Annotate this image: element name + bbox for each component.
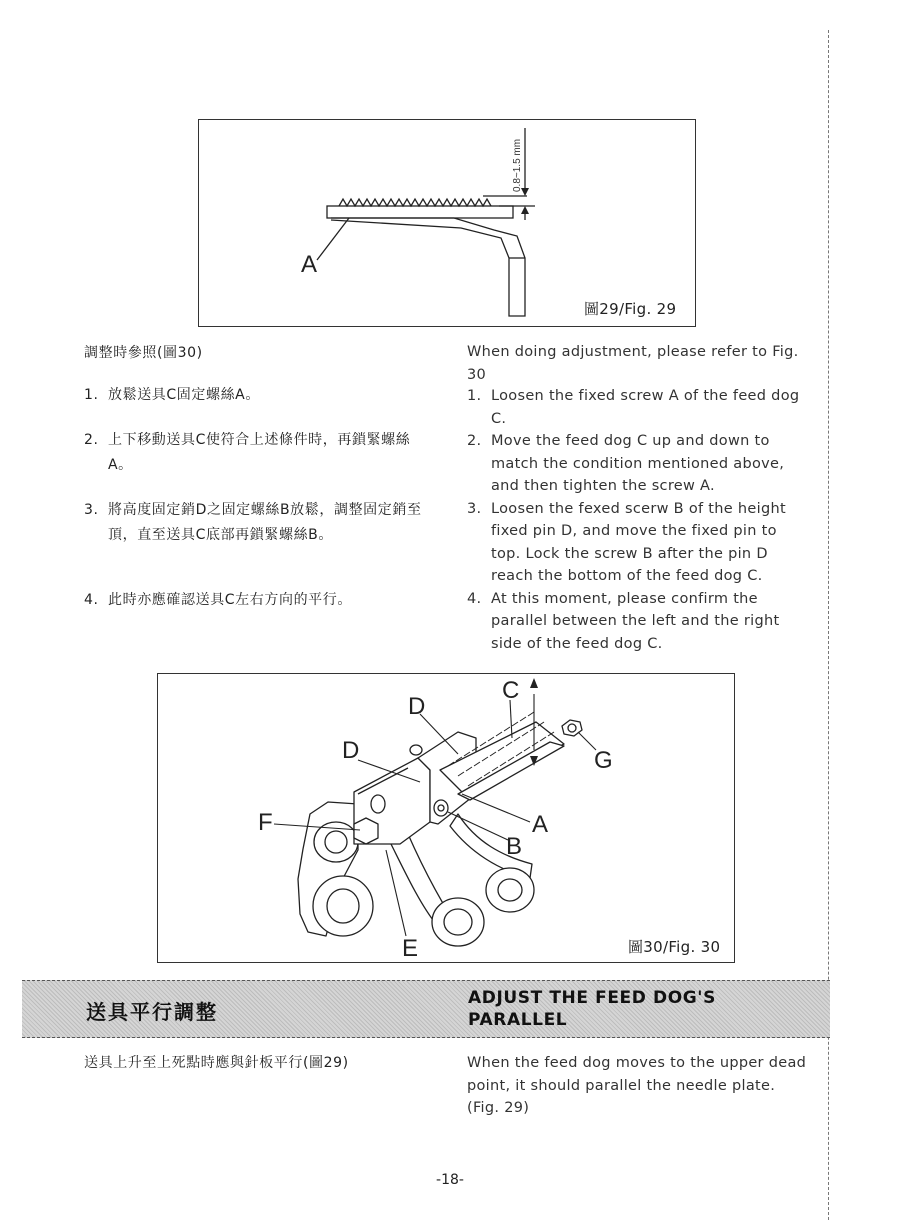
fig30-label-f: F [258, 809, 273, 836]
zh-step-3: 3. 將高度固定銷D之固定螺絲B放鬆，調整固定銷至頂，直至送具C底部再鎖緊螺絲B。 [84, 502, 422, 543]
zh-adjust-steps [84, 383, 429, 613]
figure-30 [157, 673, 735, 963]
section-title-zh: 送具平行調整 [86, 1000, 218, 1024]
figure-29-drawing [199, 120, 695, 326]
fig29-label-a: A [301, 251, 318, 278]
section-title-en: ADJUST THE FEED DOG'S PARALLEL [468, 988, 716, 1030]
en-parallel-text: When the feed dog moves to the upper dead point, it should parallel the needle plate. (Fig. 29) [467, 1055, 807, 1116]
figure-30-drawing [158, 674, 734, 962]
en-step-1: 1. Loosen the fixed screw A of the feed dog C. [467, 388, 800, 427]
en-adjust-intro: When doing adjustment, please refer to Fig. 30 [467, 344, 799, 383]
en-step-2: 2. Move the feed dog C up and down to match the condition mentioned above, and then tighten the screw A. [467, 433, 785, 494]
en-step-4: 4. At this moment, please confirm the parallel between the left and the right side of the feed dog C. [467, 590, 780, 652]
section-banner [22, 980, 830, 1038]
fig30-label-d-left: D [342, 737, 360, 764]
en-adjust-steps [467, 385, 809, 655]
page-number: -18- [436, 1172, 464, 1188]
figure-30-caption: 圖30/Fig. 30 [628, 938, 721, 956]
fig30-label-b: B [506, 833, 523, 860]
zh-step-1: 1. 放鬆送具C固定螺絲A。 [84, 387, 260, 403]
figure-29-caption: 圖29/Fig. 29 [584, 300, 677, 318]
en-step-3: 3. Loosen the fexed scerw B of the height fixed pin D, and move the fixed pin to top. Lock the screw B after the pin D reach the bottom of the feed dog C. [467, 500, 786, 584]
fig30-label-c: C [502, 677, 520, 704]
fig30-label-d-top: D [408, 693, 426, 720]
figure-29 [198, 119, 696, 327]
cut-line [828, 30, 829, 1220]
zh-adjust-intro: 調整時參照(圖30) [84, 345, 203, 361]
fig30-label-e: E [402, 935, 419, 962]
fig30-label-a: A [532, 811, 549, 838]
zh-parallel-text: 送具上升至上死點時應與針板平行(圖29) [84, 1055, 349, 1071]
fig29-dimension-label: 0.8~1.5 mm [512, 138, 523, 192]
zh-step-4: 4. 此時亦應確認送具C左右方向的平行。 [84, 592, 352, 608]
zh-step-2: 2. 上下移動送具C使符合上述條件時，再鎖緊螺絲A。 [84, 432, 411, 473]
fig30-label-g: G [594, 747, 613, 774]
